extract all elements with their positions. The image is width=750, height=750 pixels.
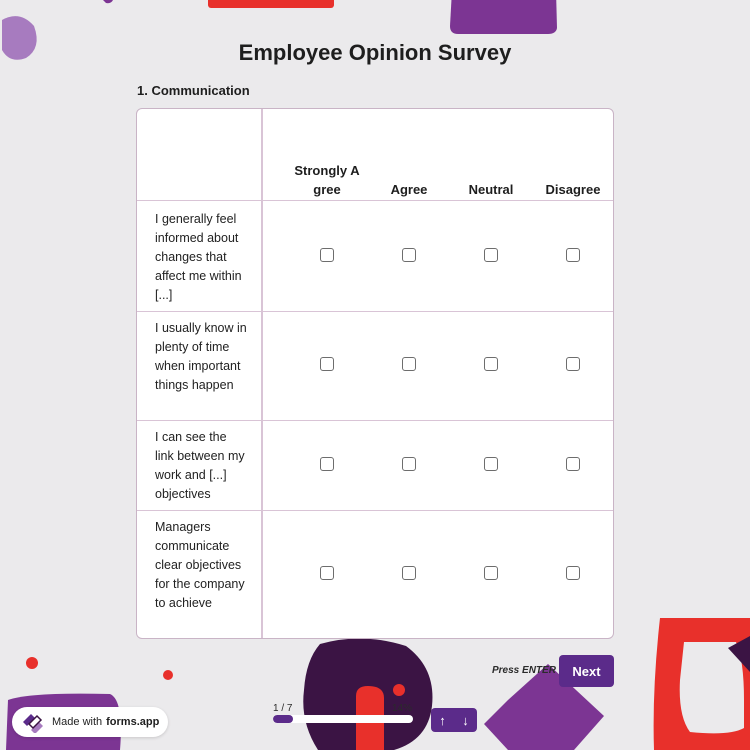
- arrow-up-icon[interactable]: ↑: [431, 708, 454, 732]
- brand-name: forms.app: [106, 716, 160, 728]
- survey-title: Employee Opinion Survey: [238, 40, 512, 65]
- checkbox-row1-neutral[interactable]: [484, 248, 498, 262]
- column-header-disagree: Disagree: [545, 182, 601, 197]
- progress-bar-fill: [273, 715, 293, 723]
- matrix-grid: [136, 108, 614, 639]
- next-button[interactable]: Next: [559, 655, 614, 687]
- progress-bar: [273, 715, 413, 723]
- row-label-4: Managers communicate clear objectives for the company to achieve: [155, 520, 245, 610]
- checkbox-row3-strongly-agree[interactable]: [320, 457, 334, 471]
- question-label: 1. Communication: [137, 83, 250, 98]
- top-red-shape: [208, 0, 334, 8]
- press-enter-hint: Press ENTER: [492, 665, 556, 676]
- row-label-3: I can see the link between my work and [...] objectives: [155, 430, 245, 501]
- column-header-agree: Agree: [390, 182, 428, 197]
- grid-row-divider: [137, 420, 613, 421]
- checkbox-row3-disagree[interactable]: [566, 457, 580, 471]
- grid-column-divider: [261, 109, 263, 638]
- checkbox-row3-agree[interactable]: [402, 457, 416, 471]
- made-with-text: Made with: [52, 716, 103, 728]
- checkbox-row2-disagree[interactable]: [566, 357, 580, 371]
- checkbox-row4-disagree[interactable]: [566, 566, 580, 580]
- grid-row-divider: [137, 311, 613, 312]
- row-label-1: I generally feel informed about changes that affect me within [...]: [155, 212, 242, 302]
- grid-row-divider: [137, 510, 613, 511]
- checkbox-row3-neutral[interactable]: [484, 457, 498, 471]
- checkbox-row2-neutral[interactable]: [484, 357, 498, 371]
- checkbox-row4-neutral[interactable]: [484, 566, 498, 580]
- row-label-2: I usually know in plenty of time when important things happen: [155, 321, 247, 392]
- top-purple-shape: [450, 0, 557, 34]
- arrow-down-icon[interactable]: ↓: [454, 708, 477, 732]
- checkbox-row2-strongly-agree[interactable]: [320, 357, 334, 371]
- question-navigation: [431, 708, 477, 732]
- bottom-red-dot-3: [163, 670, 173, 680]
- top-small-purple-dot: [103, 0, 113, 3]
- progress-percent-text: 14%: [392, 703, 413, 714]
- checkbox-row4-strongly-agree[interactable]: [320, 566, 334, 580]
- checkbox-row1-agree[interactable]: [402, 248, 416, 262]
- checkbox-row1-disagree[interactable]: [566, 248, 580, 262]
- grid-row-divider: [137, 200, 613, 201]
- forms-app-logo-icon: [20, 711, 46, 733]
- bottom-red-dot-1: [393, 684, 405, 696]
- column-header-strongly-agree: Strongly Agree: [294, 163, 360, 197]
- bottom-red-dot-2: [26, 657, 38, 669]
- checkbox-row2-agree[interactable]: [402, 357, 416, 371]
- checkbox-row1-strongly-agree[interactable]: [320, 248, 334, 262]
- column-header-neutral: Neutral: [468, 182, 514, 197]
- made-with-forms-app-badge[interactable]: [12, 707, 168, 737]
- bottom-right-red-frame: [654, 618, 750, 750]
- progress-step-text: 1 / 7: [273, 703, 293, 714]
- checkbox-row4-agree[interactable]: [402, 566, 416, 580]
